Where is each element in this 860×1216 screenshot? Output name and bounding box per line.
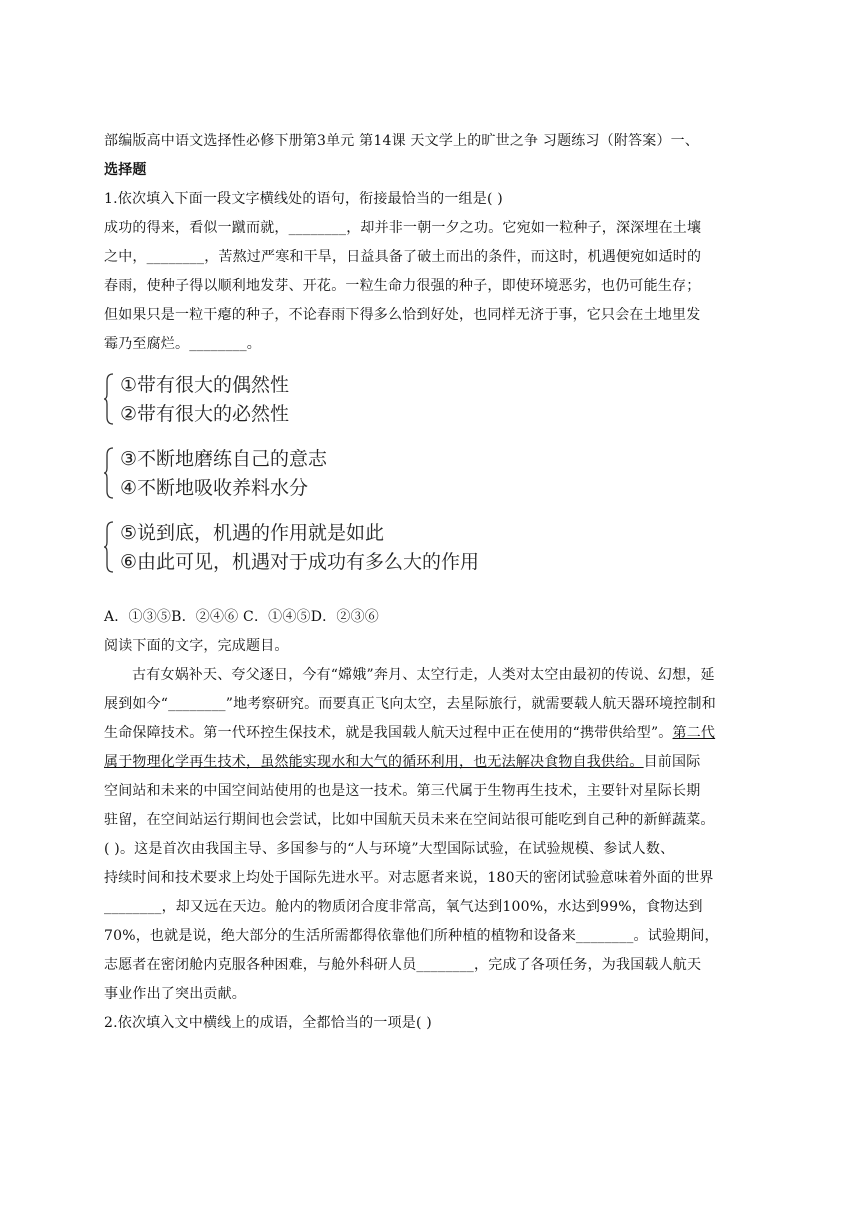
choice-groups	[104, 371, 764, 577]
reading-line: 持续时间和技术要求上均处于国际先进水平。对志愿者来说，180天的密闭试验意味着外面的世界	[104, 870, 714, 886]
passage-line: 但如果只是一粒干瘪的种子，不论春雨下得多么恰到好处，也同样无济于事，它只会在土地里发	[104, 307, 701, 323]
question-1-options: A．①③⑤B．②④⑥ C．①④⑤D．②③⑥	[104, 609, 379, 625]
reading-line: 70%，也就是说，绝大部分的生活所需都得依靠他们所种植的植物和设备来________。试验期间，	[104, 928, 719, 944]
passage-line: 春雨，使种子得以顺利地发芽、开花。一粒生命力很强的种子，即使环境恶劣，也仍可能生存；	[104, 278, 701, 294]
choice-group-1	[104, 371, 764, 429]
document-title: 部编版高中语文选择性必修下册第3单元 第14课 天文学上的旷世之争 习题练习（附答案）一、	[104, 133, 700, 149]
reading-line	[104, 719, 764, 748]
reading-intro: 阅读下面的文字，完成题目。	[104, 638, 289, 654]
brace-icon	[104, 521, 114, 573]
passage-line: 霉乃至腐烂。________。	[104, 336, 261, 352]
reading-line: 展到如今“________”地考察研究。而要真正飞向太空，去星际旅行，就需要载人航天器环境控制和	[104, 696, 716, 712]
reading-line	[104, 748, 764, 777]
brace-icon	[104, 447, 114, 499]
choice-item: ⑤说到底，机遇的作用就是如此	[120, 522, 385, 544]
choice-item: ⑥由此可见，机遇对于成功有多么大的作用	[120, 551, 480, 573]
reading-text: 目前国际	[643, 754, 701, 770]
passage-line: 之中，________，苦熬过严寒和干旱，日益具备了破土而出的条件，而这时，机遇便宛如适时的	[104, 249, 702, 265]
reading-line: ________，却又远在天边。舱内的物质闭合度非常高，氧气达到100%，水达到99%，食物达到	[104, 899, 703, 915]
reading-line: ( )。这是首次由我国主导、多国参与的“人与环境”大型国际试验，在试验规模、参试人数、	[104, 841, 675, 857]
question-2-stem: 2.依次填入文中横线上的成语，全都恰当的一项是( )	[104, 1015, 432, 1031]
question-1-stem: 1.依次填入下面一段文字横线处的语句，衔接最恰当的一组是( )	[104, 191, 503, 207]
choice-group-3	[104, 519, 764, 577]
brace-icon	[104, 373, 114, 425]
reading-line: 志愿者在密闭舱内克服各种困难，与舱外科研人员________，完成了各项任务，为我国载人航天	[104, 957, 702, 973]
underlined-sentence: 属于物理化学再生技术，虽然能实现水和大气的循环利用，也无法解决食物自我供给。	[104, 754, 644, 770]
reading-line: 空间站和未来的中国空间站使用的也是这一技术。第三代属于生物再生技术，主要针对星际长期	[104, 783, 701, 799]
choice-item: ④不断地吸收养料水分	[120, 477, 309, 499]
choice-item: ①带有很大的偶然性	[120, 374, 290, 396]
choice-item: ③不断地磨练自己的意志	[120, 448, 328, 470]
document-page	[104, 127, 764, 1038]
choice-item: ②带有很大的必然性	[120, 403, 290, 425]
underlined-sentence: 第二代	[672, 725, 716, 741]
reading-line: 事业作出了突出贡献。	[104, 986, 246, 1002]
section-heading: 选择题	[104, 162, 147, 178]
reading-line: 驻留，在空间站运行期间也会尝试，比如中国航天员未来在空间站很可能吃到自己种的新鲜蔬菜。	[104, 812, 715, 828]
reading-text: 生命保障技术。第一代环控生保技术，就是我国载人航天过程中正在使用的“携带供给型”。	[104, 725, 673, 741]
passage-line: 成功的得来，看似一蹴而就，________，却并非一朝一夕之功。它宛如一粒种子，深深埋在土壤	[104, 220, 702, 236]
reading-line: 古有女娲补天、夸父逐日，今有“嫦娥”奔月、太空行走，人类对太空由最初的传说、幻想，延	[132, 667, 715, 683]
choice-group-2	[104, 445, 764, 503]
